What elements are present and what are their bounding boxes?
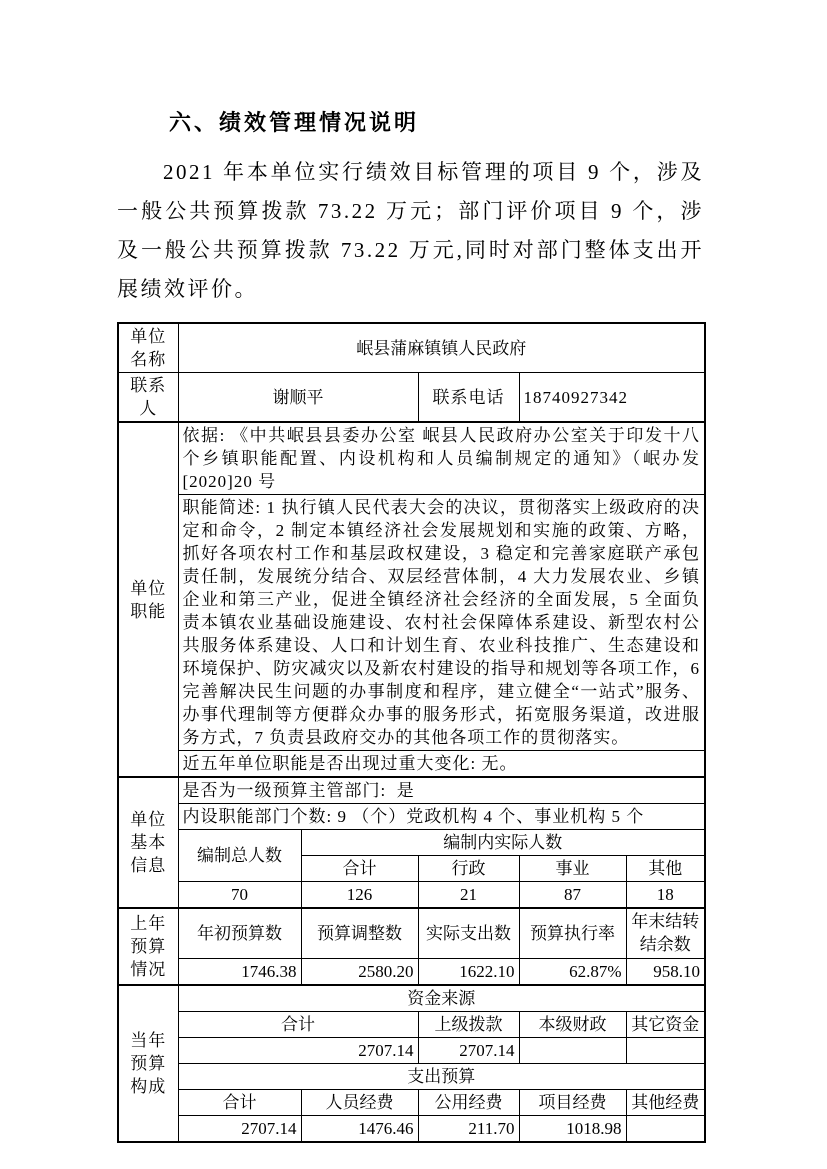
staffing-total-value: 70 [178, 882, 301, 909]
funding-header-local: 本级财政 [519, 1011, 626, 1037]
expense-header-total: 合计 [178, 1089, 301, 1115]
staffing-col-admin: 行政 [418, 856, 519, 882]
prev-header-actual: 实际支出数 [418, 908, 519, 958]
prev-value-carryover: 958.10 [626, 958, 705, 985]
expense-value-total: 2707.14 [178, 1115, 301, 1142]
expense-header-other: 其他经费 [626, 1089, 705, 1115]
functions-change-note: 近五年单位职能是否出现过重大变化: 无。 [178, 751, 705, 778]
document-content [117, 106, 704, 1143]
funding-value-total: 2707.14 [178, 1037, 418, 1063]
prev-value-execution: 62.87% [519, 958, 626, 985]
expense-budget-title: 支出预算 [178, 1063, 705, 1089]
functions-summary: 职能简述: 1 执行镇人民代表大会的决议，贯彻落实上级政府的决定和命令，2 制定本镇经济社会发展规划和实施的政策、方略，抓好各项农村工作和基层政权建设，3 稳定和完善家庭联产承包责任制，发展统分结合、双层经营体制，4 大力发展农业、乡镇企业和第三产业，促进全镇经济社会经济的全面发展，5 全面负责本镇农业基础设施建设、农村社会保障体系建设、新型农村公共服务体系建设、人口和计划生育、农业科技推广、生态建设和环境保护、防灾减灾以及新农村建设的指导和规划等各项工作，6 完善解决民生问题的办事制度和程序，建立健全“一站式”服务、办事代理制等方便群众办事的服务形式，拓宽服务渠道，改进服务方式，7 负责县政府交办的其他各项工作的贯彻落实。 [178, 495, 705, 751]
unit-name-value: 岷县蒲麻镇镇人民政府 [178, 323, 705, 373]
prev-value-actual: 1622.10 [418, 958, 519, 985]
funding-source-title: 资金来源 [178, 985, 705, 1012]
functions-basis: 依据: 《中共岷县县委办公室 岷县人民政府办公室关于印发十八个乡镇职能配置、内设机构和人员编制规定的通知》（岷办发[2020]20 号 [178, 422, 705, 495]
contact-phone-label: 联系电话 [418, 373, 519, 423]
staffing-value-public: 87 [519, 882, 626, 909]
expense-value-project: 1018.98 [519, 1115, 626, 1142]
funding-value-other [626, 1037, 705, 1063]
staffing-col-public: 事业 [519, 856, 626, 882]
current-year-label: 当年预算构成 [118, 985, 178, 1142]
funding-value-local [519, 1037, 626, 1063]
prev-header-carryover: 年末结转结余数 [626, 908, 705, 958]
expense-header-public: 公用经费 [418, 1089, 519, 1115]
funding-header-superior: 上级拨款 [418, 1011, 519, 1037]
funding-header-other: 其它资金 [626, 1011, 705, 1037]
contact-label: 联系人 [118, 373, 178, 423]
prev-value-initial: 1746.38 [178, 958, 301, 985]
expense-header-project: 项目经费 [519, 1089, 626, 1115]
staffing-total-label: 编制总人数 [178, 830, 301, 882]
prev-year-label: 上年预算情况 [118, 908, 178, 985]
expense-value-public: 211.70 [418, 1115, 519, 1142]
prev-header-initial: 年初预算数 [178, 908, 301, 958]
section-heading: 六、绩效管理情况说明 [169, 110, 420, 135]
staffing-actual-label: 编制内实际人数 [301, 830, 705, 856]
internal-dept-count: 内设职能部门个数: 9 （个）党政机构 4 个、事业机构 5 个 [178, 804, 705, 830]
expense-value-personnel: 1476.46 [301, 1115, 418, 1142]
unit-functions-label: 单位职能 [118, 422, 178, 777]
unit-name-label: 单位名称 [118, 323, 178, 373]
unit-info-table [117, 322, 706, 1143]
prev-header-adjusted: 预算调整数 [301, 908, 418, 958]
expense-header-personnel: 人员经费 [301, 1089, 418, 1115]
primary-dept-flag: 是否为一级预算主管部门: 是 [178, 777, 705, 804]
intro-paragraph: 2021 年本单位实行绩效目标管理的项目 9 个，涉及一般公共预算拨款 73.22 万元；部门评价项目 9 个，涉及一般公共预算拨款 73.22 万元,同时对部门整体支出开展绩效评价。 [117, 160, 704, 301]
expense-value-other [626, 1115, 705, 1142]
funding-value-superior: 2707.14 [418, 1037, 519, 1063]
contact-phone-value: 18740927342 [519, 373, 705, 423]
funding-header-total: 合计 [178, 1011, 418, 1037]
staffing-col-total: 合计 [301, 856, 418, 882]
contact-name: 谢顺平 [178, 373, 418, 423]
basic-info-label: 单位基本信息 [118, 777, 178, 908]
staffing-value-other: 18 [626, 882, 705, 909]
staffing-col-other: 其他 [626, 856, 705, 882]
staffing-value-admin: 21 [418, 882, 519, 909]
prev-header-execution: 预算执行率 [519, 908, 626, 958]
prev-value-adjusted: 2580.20 [301, 958, 418, 985]
staffing-value-total: 126 [301, 882, 418, 909]
